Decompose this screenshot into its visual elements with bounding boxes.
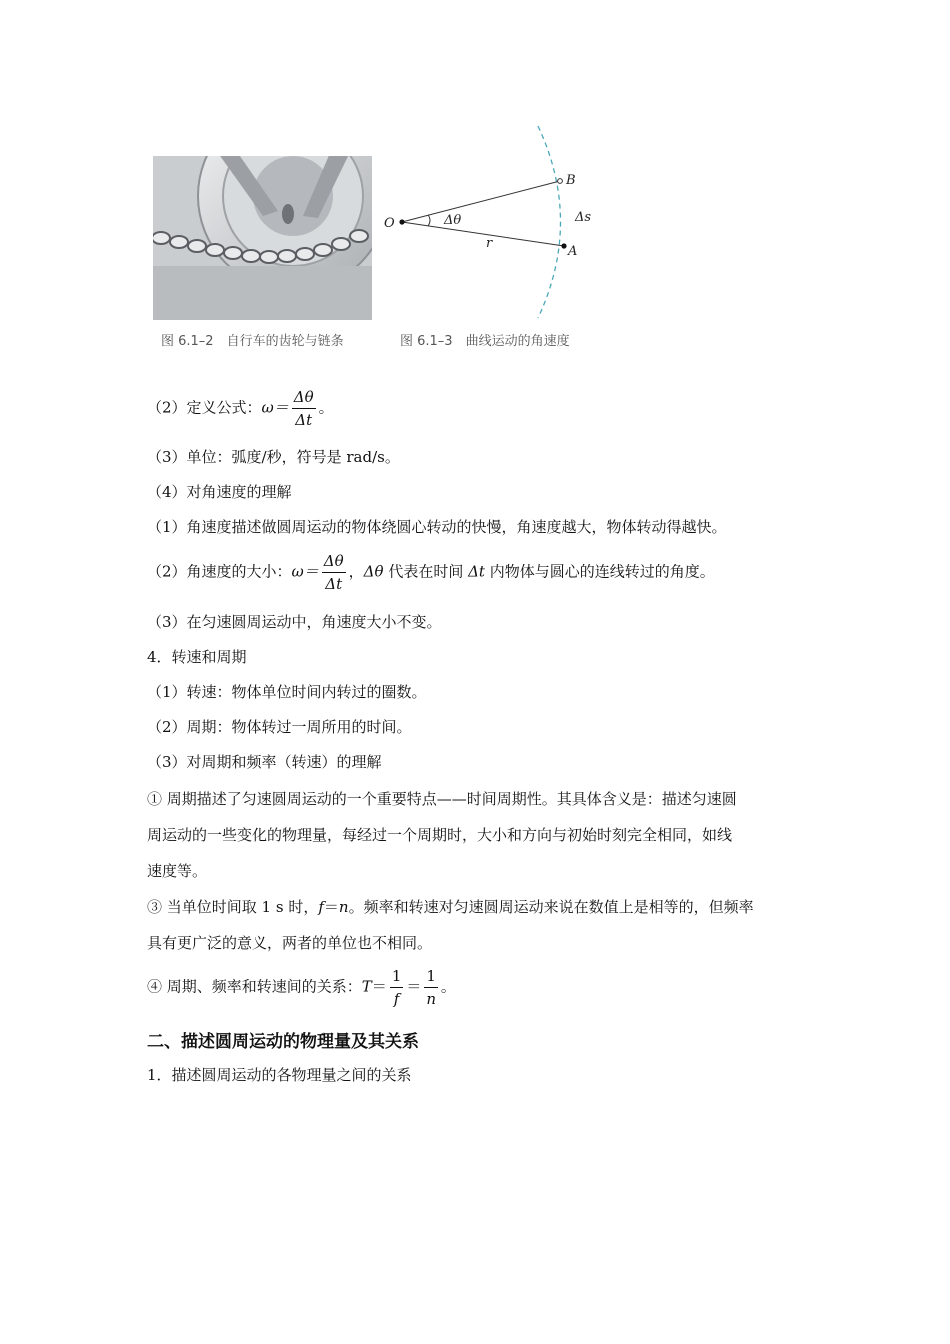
fraction-denominator: Δt bbox=[295, 411, 313, 429]
section-2-heading: 二、描述圆周运动的物理量及其关系 bbox=[147, 1032, 419, 1052]
point-o bbox=[399, 219, 404, 224]
n-symbol: n bbox=[338, 898, 349, 916]
fraction-numerator: 1 bbox=[424, 967, 438, 988]
equals-sign: ＝ bbox=[371, 977, 387, 996]
paragraph-2-line-2: 具有更广泛的意义，两者的单位也不相同。 bbox=[147, 934, 433, 952]
fraction-numerator: Δθ bbox=[322, 552, 346, 573]
figure-caption-angular-velocity: 图 6.1–3 曲线运动的角速度 bbox=[400, 334, 570, 349]
period-definition: （2）周期：物体转过一周所用的时间。 bbox=[147, 718, 412, 736]
figure-caption-gear: 图 6.1–2 自行车的齿轮与链条 bbox=[161, 334, 344, 349]
fraction-numerator: 1 bbox=[390, 967, 404, 988]
angular-velocity-diagram bbox=[378, 122, 618, 322]
fraction bbox=[292, 388, 316, 429]
bicycle-gear-photo bbox=[153, 156, 372, 320]
point-b bbox=[558, 179, 563, 184]
label-b: B bbox=[566, 173, 576, 188]
label-delta-s: Δs bbox=[575, 210, 592, 225]
line-text: 。 bbox=[440, 977, 456, 996]
relation-formula-line bbox=[147, 967, 456, 1008]
fraction-denominator: n bbox=[426, 990, 436, 1008]
paragraph-1-line-2: 周运动的一些变化的物理量，每经过一个周期时，大小和方向与初始时刻完全相同，如线 bbox=[147, 826, 733, 844]
f-symbol: f bbox=[318, 898, 324, 916]
unit-line: （3）单位：弧度/秒，符号是 rad/s。 bbox=[147, 448, 400, 466]
delta-t-symbol: Δt bbox=[468, 562, 485, 581]
section-4-heading: 4．转速和周期 bbox=[147, 648, 247, 666]
rotational-speed-definition: （1）转速：物体单位时间内转过的圈数。 bbox=[147, 683, 427, 701]
line-text: 代表在时间 bbox=[383, 562, 469, 581]
delta-theta-symbol: Δθ bbox=[363, 562, 384, 581]
line-text: ③ 当单位时间取 1 s 时， bbox=[147, 898, 319, 916]
understanding-point-1: （1）角速度描述做圆周运动的物体绕圆心转动的快慢，角速度越大，物体转动得越快。 bbox=[147, 518, 727, 536]
period-frequency-heading: （3）对周期和频率（转速）的理解 bbox=[147, 753, 382, 771]
fraction-denominator: f bbox=[393, 990, 400, 1008]
fraction-numerator: Δθ bbox=[292, 388, 316, 409]
understanding-heading: （4）对角速度的理解 bbox=[147, 483, 292, 501]
understanding-point-3: （3）在匀速圆周运动中，角速度大小不变。 bbox=[147, 613, 442, 631]
paragraph-2-line-1 bbox=[147, 897, 754, 917]
equals-sign: ＝ bbox=[323, 898, 339, 916]
line-text: 。频率和转速对匀速圆周运动来说在数值上是相等的，但频率 bbox=[348, 898, 754, 916]
arc-path bbox=[538, 126, 561, 318]
line-text: 。 bbox=[318, 398, 334, 417]
fraction-denominator: Δt bbox=[325, 575, 343, 593]
gear-chain-illustration bbox=[153, 156, 372, 320]
omega-symbol: ω＝ bbox=[291, 562, 319, 581]
label-r: r bbox=[486, 236, 493, 251]
line-text: ④ 周期、频率和转速间的关系： bbox=[147, 977, 362, 996]
fraction bbox=[390, 967, 404, 1008]
paragraph-1-line-3: 速度等。 bbox=[147, 862, 208, 880]
definition-formula-line bbox=[147, 388, 334, 429]
line-text: 内物体与圆心的连线转过的角度。 bbox=[484, 562, 715, 581]
understanding-point-2 bbox=[147, 552, 715, 593]
t-symbol: T bbox=[361, 977, 372, 996]
fraction bbox=[424, 967, 438, 1008]
fraction bbox=[322, 552, 346, 593]
line-text: （2）角速度的大小： bbox=[147, 562, 292, 581]
label-o: O bbox=[384, 216, 395, 231]
section-2-item-1: 1．描述圆周运动的各物理量之间的关系 bbox=[147, 1066, 412, 1084]
line-text: ， bbox=[348, 562, 364, 581]
equals-sign: ＝ bbox=[406, 977, 422, 996]
label-delta-theta: Δθ bbox=[444, 213, 462, 228]
line-text: （2）定义公式： bbox=[147, 398, 262, 417]
paragraph-1-line-1: ① 周期描述了匀速圆周运动的一个重要特点——时间周期性。其具体含义是：描述匀速圆 bbox=[147, 790, 737, 808]
point-a bbox=[561, 243, 566, 248]
omega-symbol: ω＝ bbox=[261, 398, 289, 417]
label-a: A bbox=[568, 244, 578, 259]
